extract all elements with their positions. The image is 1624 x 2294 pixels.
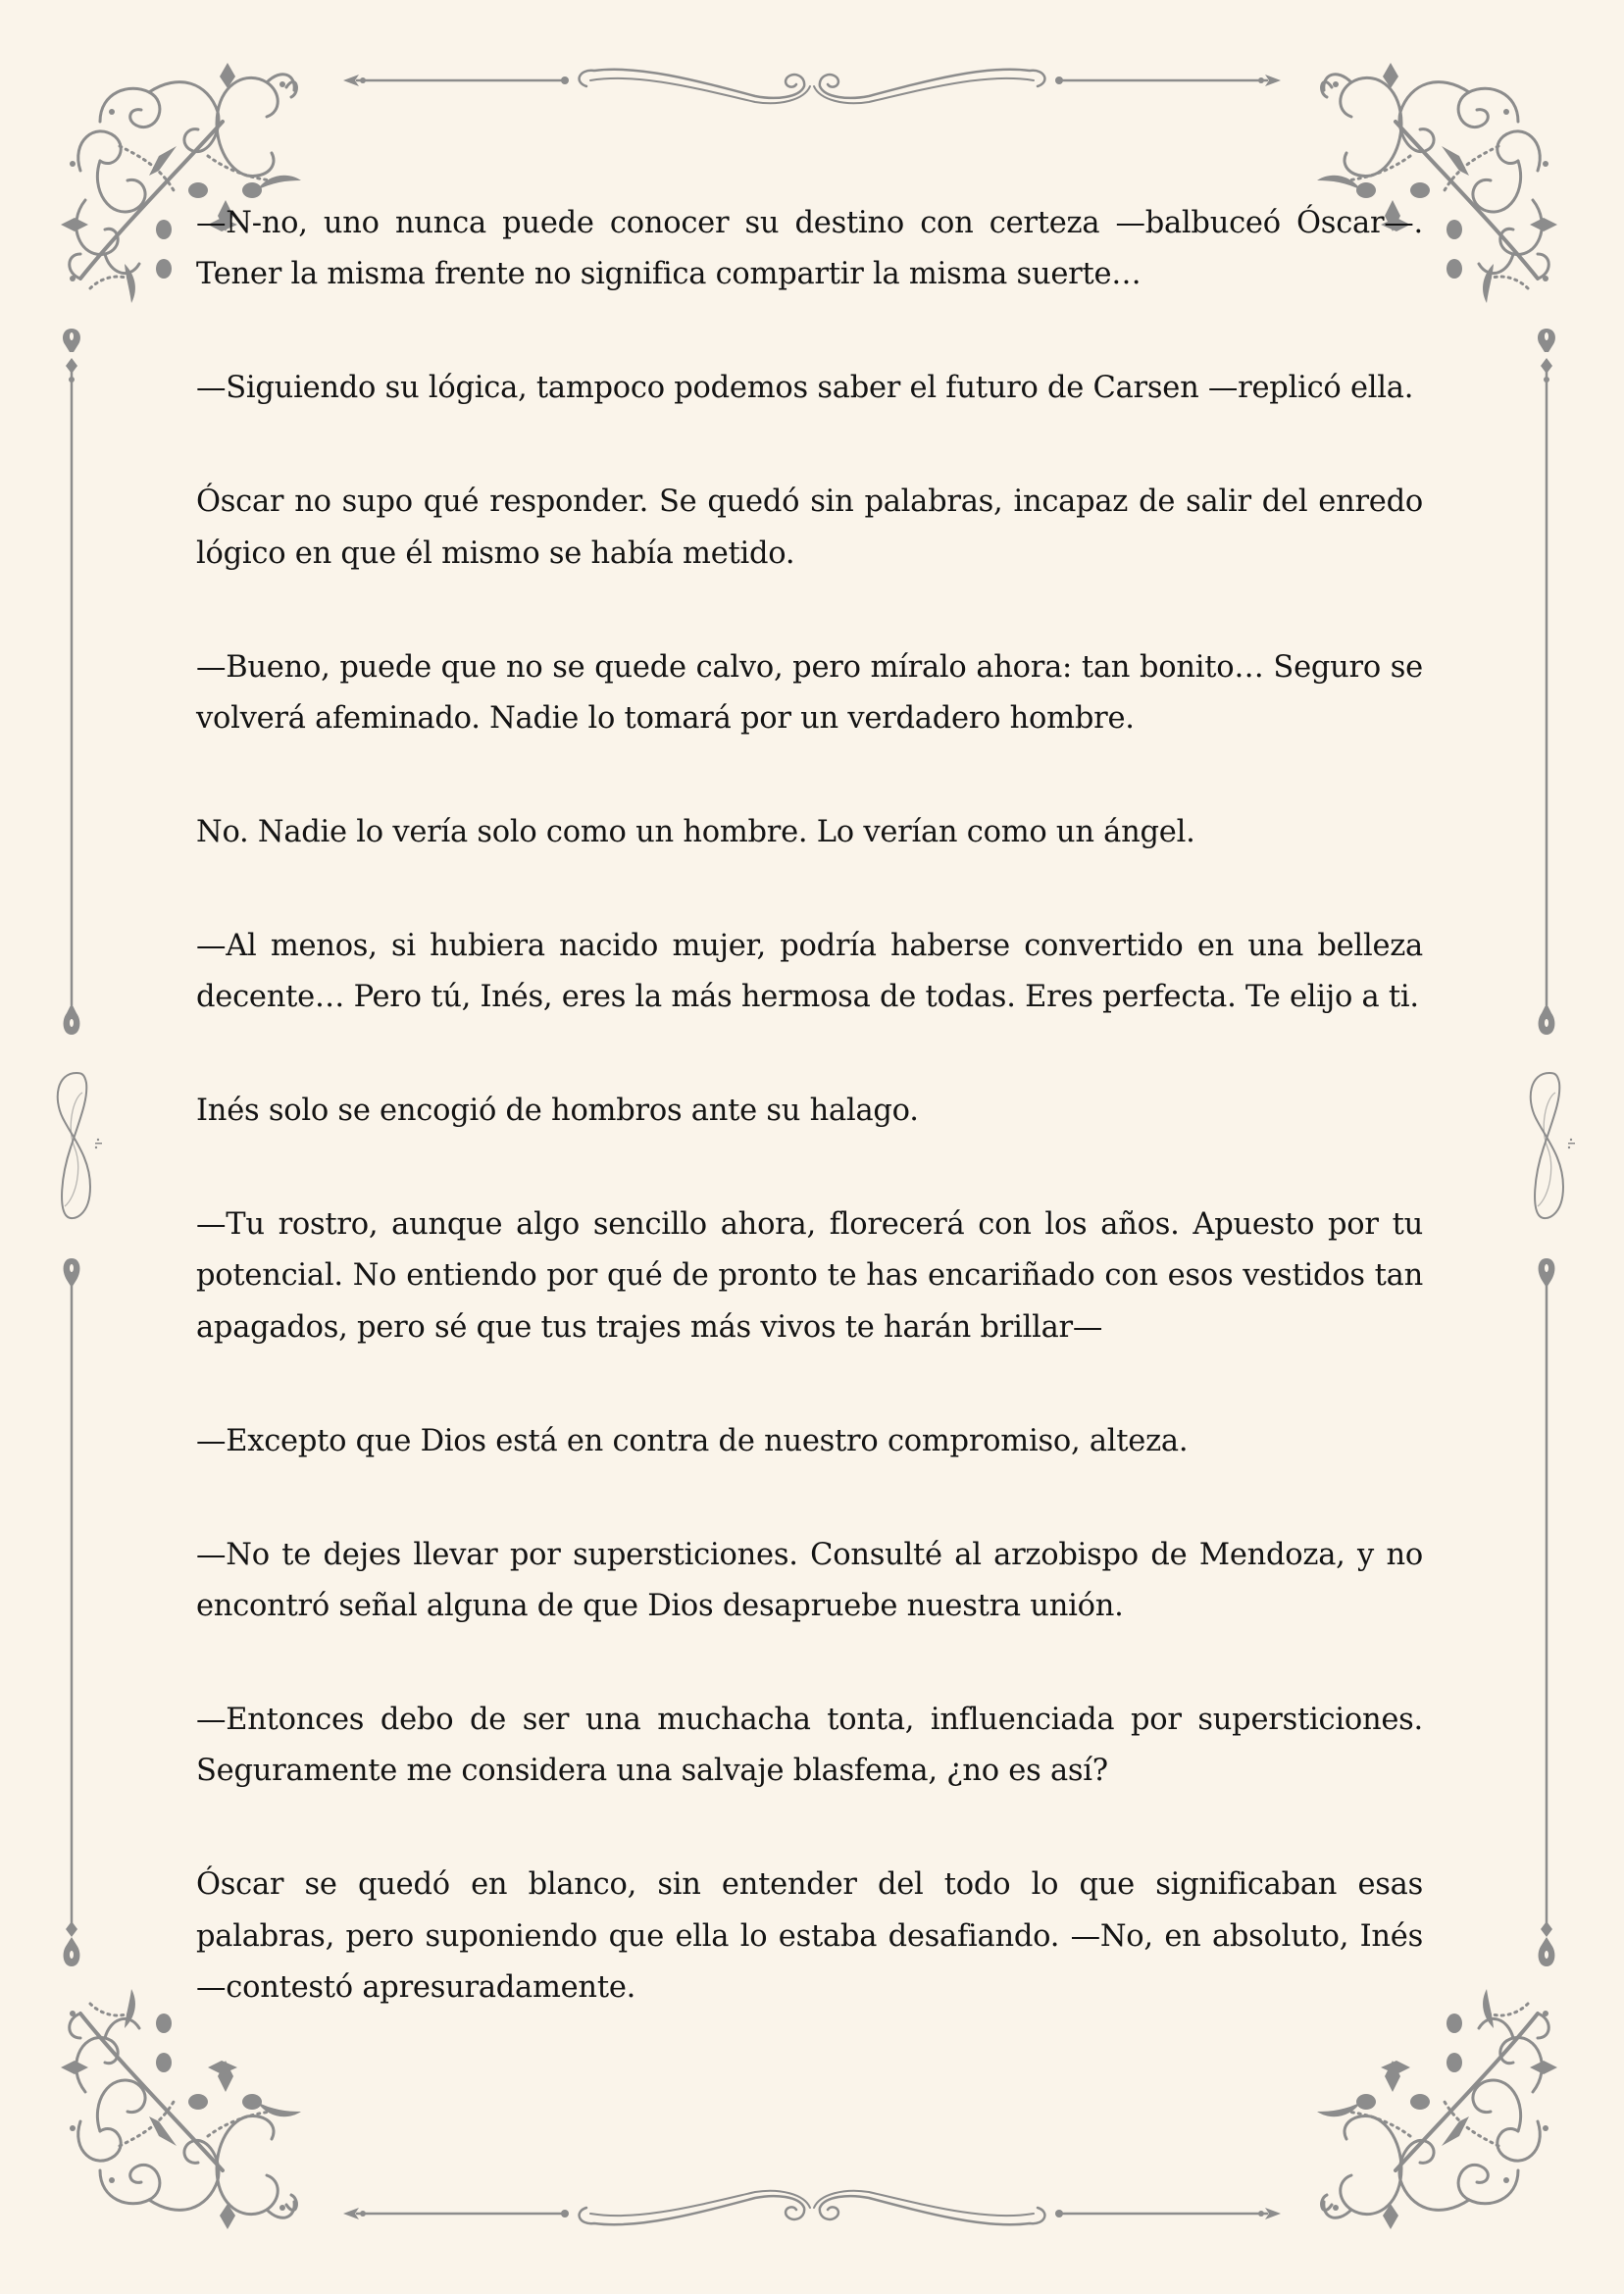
paragraph: —No te dejes llevar por supersticiones. Consulté al arzobispo de Mendoza, y no encontró señal alguna de que Dios desapruebe nuestra unión. bbox=[196, 1537, 1423, 1623]
vertical-rule-icon bbox=[1532, 1258, 1561, 1966]
paragraph: —Entonces debo de ser una muchacha tonta, influenciada por supersticiones. Seguramente me considera una salvaje blasfema, ¿no es así? bbox=[196, 1702, 1423, 1789]
paragraph: Inés solo se encogió de hombros ante su halago. bbox=[196, 1094, 919, 1129]
story-text bbox=[196, 198, 1423, 2014]
filigree-corner-icon bbox=[61, 2006, 301, 2229]
figure-eight-knot-icon bbox=[47, 1069, 102, 1226]
vertical-rule-icon bbox=[57, 329, 86, 1035]
scroll-divider-icon bbox=[343, 2184, 1281, 2243]
paragraph: —Tu rostro, aunque algo sencillo ahora, florecerá con los años. Apuesto por tu potencial. No entiendo por qué de pronto te has encariñado con esos vestidos tan apagados, pero sé que tus trajes más vivos te harán brillar— bbox=[196, 1206, 1423, 1345]
paragraph: —Excepto que Dios está en contra de nuestro compromiso, alteza. bbox=[196, 1423, 1189, 1458]
paragraph: —N-no, uno nunca puede conocer su destino con certeza —balbuceó Óscar—. Tener la misma frente no significa compartir la misma suerte… bbox=[196, 206, 1423, 292]
paragraph: —Bueno, puede que no se quede calvo, pero míralo ahora: tan bonito… Seguro se volverá afeminado. Nadie lo tomará por un verdadero hombre. bbox=[196, 649, 1423, 736]
filigree-corner-icon bbox=[1317, 2006, 1557, 2229]
vertical-rule-icon bbox=[57, 1258, 86, 1966]
paragraph: Óscar no supo qué responder. Se quedó sin palabras, incapaz de salir del enredo lógico en que él mismo se había metido. bbox=[196, 484, 1423, 571]
paragraph: —Siguiendo su lógica, tampoco podemos saber el futuro de Carsen —replicó ella. bbox=[196, 371, 1414, 406]
figure-eight-knot-icon bbox=[1520, 1069, 1575, 1226]
scroll-divider-icon bbox=[343, 51, 1281, 110]
paragraph: —Al menos, si hubiera nacido mujer, podría haberse convertido en una belleza decente… Pero tú, Inés, eres la más hermosa de todas. Eres perfecta. Te elijo a ti. bbox=[196, 928, 1423, 1015]
paragraph: No. Nadie lo vería solo como un hombre. Lo verían como un ángel. bbox=[196, 814, 1195, 849]
vertical-rule-icon bbox=[1532, 329, 1561, 1035]
paragraph: Óscar se quedó en blanco, sin entender del todo lo que significaban esas palabras, pero suponiendo que ella lo estaba desafiando. —No, en absoluto, Inés —contestó apresuradamente. bbox=[196, 1867, 1423, 2006]
